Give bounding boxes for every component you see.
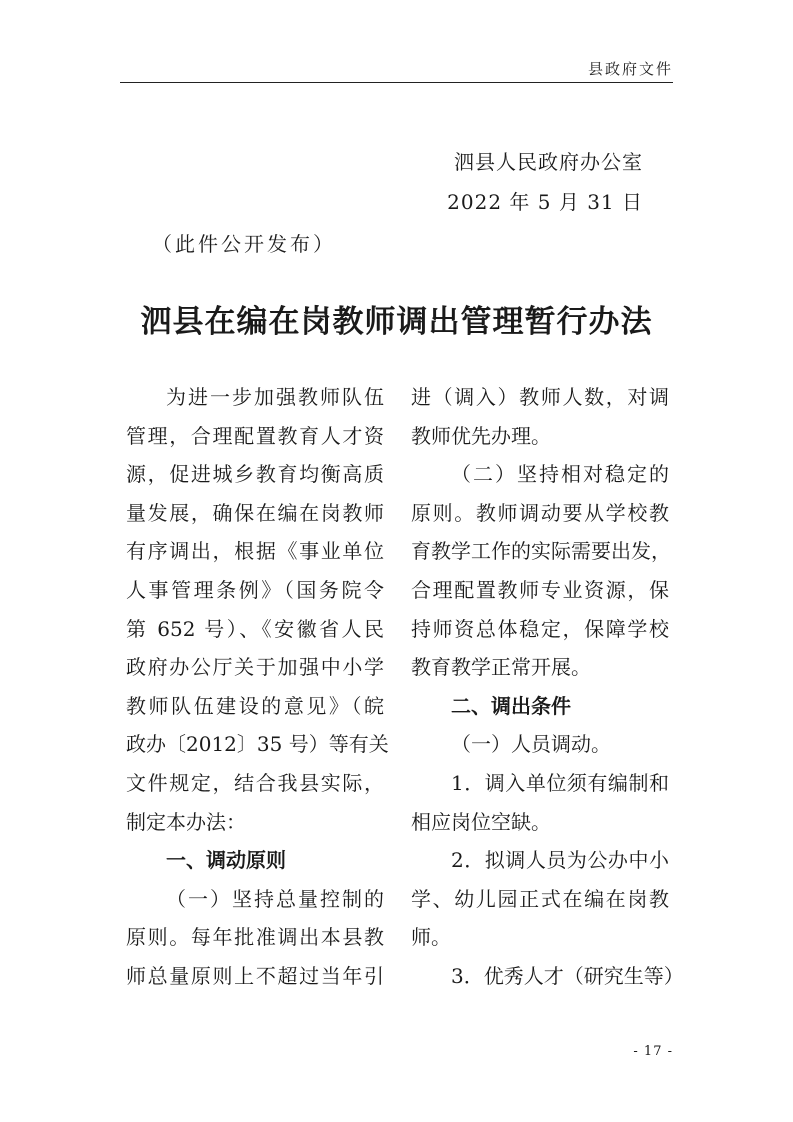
text-line: 制定本办法： [126, 809, 246, 834]
text-line: 量发展，确保在编在岗教师 [126, 500, 384, 525]
issuer: 泗县人民政府办公室 [454, 150, 643, 174]
text-line: （一）人员调动。 [451, 732, 611, 757]
text-line: 政府办公厅关于加强中小学 [126, 655, 384, 680]
text-line: 1．调入单位须有编制和 [451, 770, 669, 795]
header-rule [120, 82, 673, 83]
header-label: 县政府文件 [587, 60, 673, 78]
document-title: 泗县在编在岗教师调出管理暂行办法 [140, 304, 653, 340]
text-line: 政办〔2012〕35 号）等有关 [126, 732, 389, 757]
right-column [411, 378, 684, 996]
text-line: 2．拟调人员为公办中小 [451, 848, 669, 873]
issue-date: 2022 年 5 月 31 日 [447, 190, 643, 214]
text-line: 教师优先办理。 [411, 423, 551, 448]
text-line: 育教学工作的实际需要出发， [411, 539, 671, 564]
text-line: 相应岗位空缺。 [411, 809, 551, 834]
text-line: 师。 [411, 925, 451, 950]
text-line: 人事管理条例》（国务院令 [126, 577, 384, 602]
section-heading: 一、调动原则 [166, 848, 286, 873]
text-line: 教师队伍建设的意见》（皖 [126, 693, 384, 718]
text-line: （二）坚持相对稳定的 [451, 462, 669, 487]
text-line: 文件规定，结合我县实际， [126, 770, 384, 795]
text-line: 进（调入）教师人数，对调 [411, 385, 669, 409]
publish-note: （此件公开发布） [152, 232, 336, 256]
page-number: - 17 - [633, 1044, 673, 1059]
text-line: 管理，合理配置教育人才资 [126, 423, 384, 448]
text-line: 原则。每年批准调出本县教 [126, 925, 384, 950]
text-line: 学、幼儿园正式在编在岗教 [411, 886, 669, 911]
text-line: 教育教学正常开展。 [411, 655, 591, 680]
text-line: 师总量原则上不超过当年引 [126, 963, 384, 988]
text-line: 原则。教师调动要从学校教 [411, 500, 669, 525]
text-line: 合理配置教师专业资源，保 [411, 577, 669, 602]
text-line: （一）坚持总量控制的 [166, 886, 384, 911]
text-line: 为进一步加强教师队伍 [166, 385, 384, 409]
text-line: 有序调出，根据《事业单位 [126, 539, 384, 564]
section-heading: 二、调出条件 [451, 693, 571, 718]
text-line: 源，促进城乡教育均衡高质 [126, 462, 384, 487]
text-line: 第 652 号）、《安徽省人民 [126, 616, 384, 641]
text-line: 3．优秀人才（研究生等） [451, 963, 684, 988]
text-line: 持师资总体稳定，保障学校 [411, 616, 669, 641]
left-column [126, 378, 389, 996]
